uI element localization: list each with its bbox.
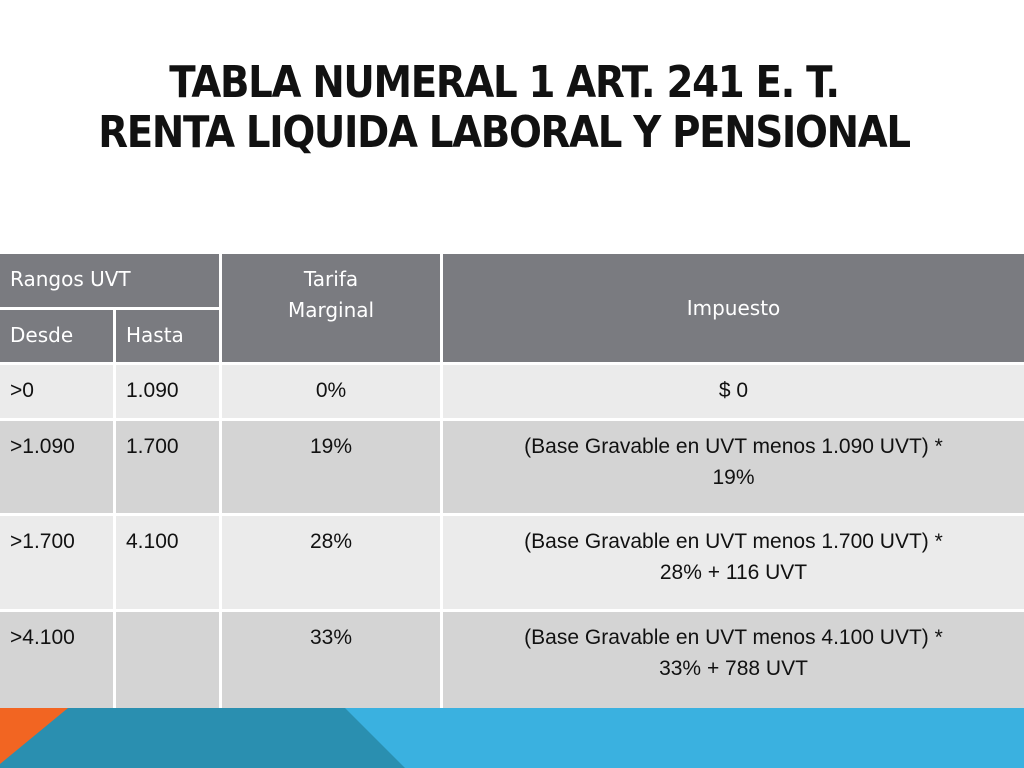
table-row-2-impuesto-line-2: 19% xyxy=(712,466,755,489)
table-row-2-impuesto-line-1: (Base Gravable en UVT menos 1.090 UVT) * xyxy=(524,435,943,458)
table-row-1-tarifa: 0% xyxy=(222,365,440,418)
table-row-4-impuesto-line-1: (Base Gravable en UVT menos 4.100 UVT) * xyxy=(524,626,943,649)
table-row-2-hasta: 1.700 xyxy=(116,421,219,513)
table-row-4-impuesto xyxy=(443,612,1024,708)
table-row-2-desde: >1.090 xyxy=(0,421,113,513)
table-row-3-impuesto-line-2: 28% + 116 UVT xyxy=(659,561,808,584)
footer-decoration xyxy=(0,708,1024,768)
table-row-1-desde: >0 xyxy=(0,365,113,418)
tax-rate-table xyxy=(0,254,1024,708)
slide-title xyxy=(60,58,947,158)
table-row-2-impuesto xyxy=(443,421,1024,513)
table-row-3-impuesto xyxy=(443,516,1024,609)
table-row-4-tarifa: 33% xyxy=(222,612,440,708)
footer-teal-shape xyxy=(0,708,405,768)
table-row-1-hasta: 1.090 xyxy=(116,365,219,418)
table-row-3-desde: >1.700 xyxy=(0,516,113,609)
table-row-4-desde: >4.100 xyxy=(0,612,113,708)
table-row-4-hasta xyxy=(116,612,219,708)
header-impuesto: Impuesto xyxy=(443,254,1024,362)
table-row-1-impuesto-line-1: $ 0 xyxy=(718,379,749,402)
table-row-3-hasta: 4.100 xyxy=(116,516,219,609)
header-tarifa-line-2: Marginal xyxy=(287,298,375,322)
table-row-3-impuesto-line-1: (Base Gravable en UVT menos 1.700 UVT) * xyxy=(524,530,943,553)
header-desde: Desde xyxy=(0,310,113,362)
table-row-4-impuesto-line-2: 33% + 788 UVT xyxy=(659,657,808,680)
title-line-2: RENTA LIQUIDA LABORAL Y PENSIONAL xyxy=(98,107,910,158)
title-line-1: TABLA NUMERAL 1 ART. 241 E. T. xyxy=(169,57,839,108)
header-tarifa-marginal xyxy=(222,254,440,362)
table-row-3-tarifa: 28% xyxy=(222,516,440,609)
header-hasta: Hasta xyxy=(116,310,219,362)
header-rangos-uvt: Rangos UVT xyxy=(0,254,219,307)
header-tarifa-line-1: Tarifa xyxy=(303,267,359,291)
table-row-2-tarifa: 19% xyxy=(222,421,440,513)
table-row-1-impuesto xyxy=(443,365,1024,418)
